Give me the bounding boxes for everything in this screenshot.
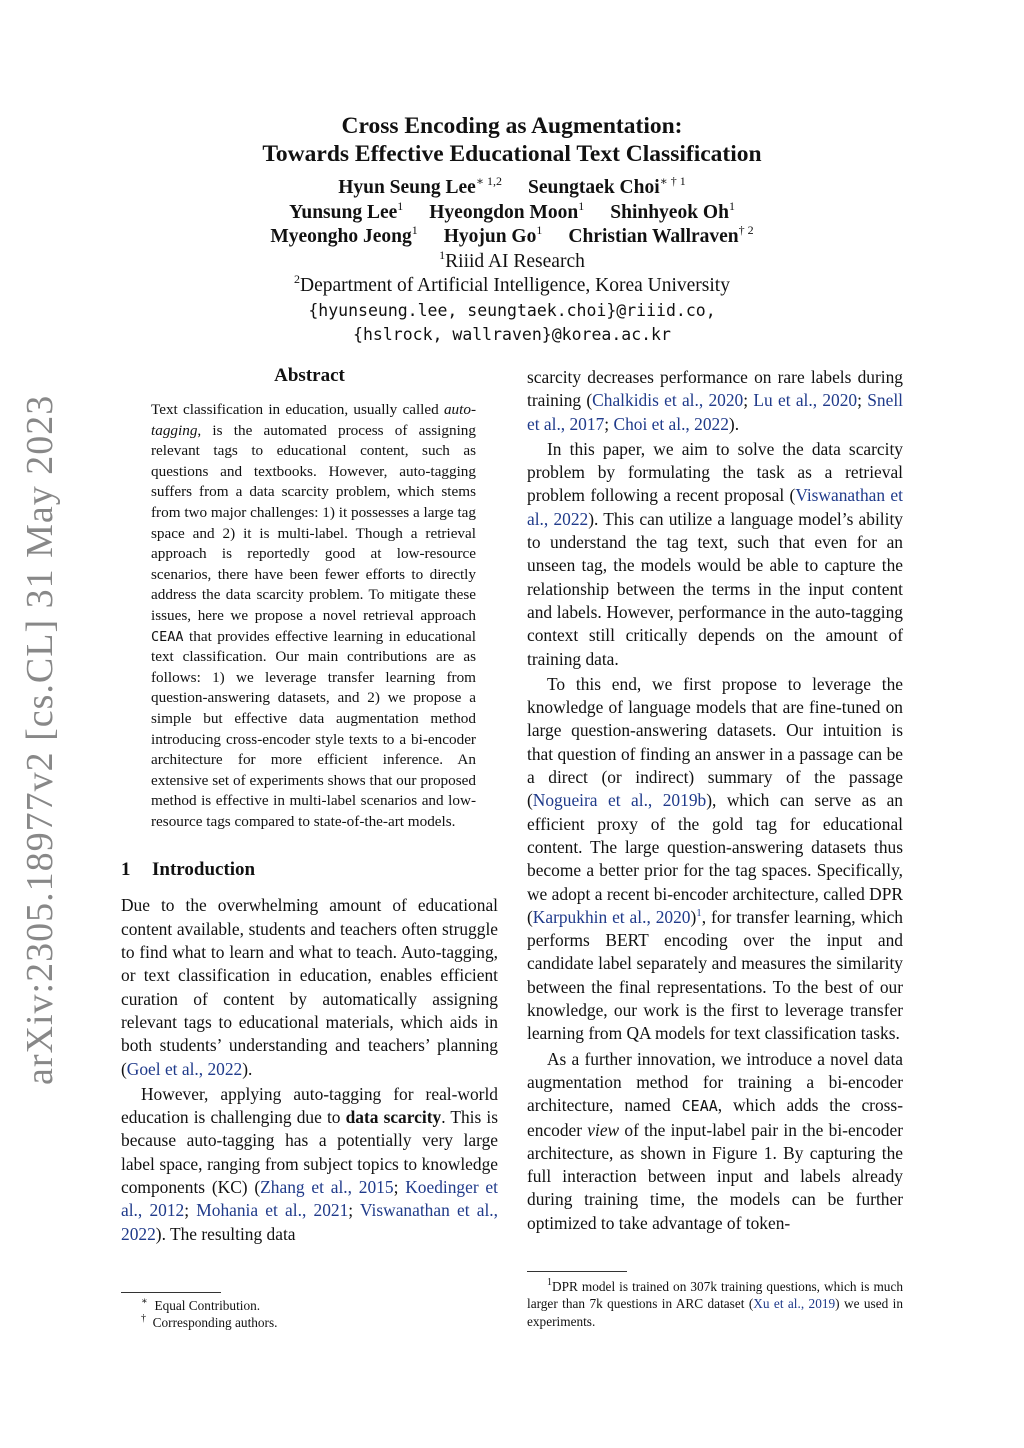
citation-link[interactable]: Xu et al., 2019 xyxy=(753,1296,836,1312)
author-name: Christian Wallraven xyxy=(568,226,739,247)
paper-header xyxy=(0,112,1024,347)
footnote: $^1$DPR model is trained on 307k training questions, which is much larger than 7k questions in ARC dataset (Xu et al., 2019) we used in experiments. xyxy=(527,1277,903,1329)
footnote: † Corresponding authors. xyxy=(141,1313,278,1331)
footnote: ∗ Equal Contribution. xyxy=(141,1296,261,1313)
citation-link[interactable]: Viswanathan et al., 2022 xyxy=(121,1200,498,1244)
intro-paragraph: However, applying auto-tagging for real-world education is challenging due to data scarcity. This is because auto-tagging has a potentially very large label space, ranging from subject topics to knowledge components (KC) (Zhang et al., 2015; Koedinger et al., 2012; Mohania et al., 2021; Viswanathan et al., 2022). The resulting data xyxy=(121,1083,499,1244)
citation-link[interactable]: Koedinger et al., 2012 xyxy=(121,1177,498,1221)
author-name: Yunsung Lee xyxy=(289,201,398,223)
abstract-text: Text classification in education, usually called auto-tagging, is the automated process of assigning relevant tags to educational content, such as questions and textbooks. However, auto-tagging suffers from a data scarcity problem, which stems from two major challenges: 1) it possesses a large tag space and 2) it is multi-label. Though a retrieval approach is reportedly good at low-resource scenarios, there have been fewer efforts to directly address the data scarcity problem. To mitigate these issues, here we propose a novel retrieval approach CEAA that provides effective learning in educational text classification. Our main contributions are as follows: 1) we leverage transfer learning from question-answering datasets, and 2) we propose a simple but effective data augmentation method introducing cross-encoder style texts to a bi-encoder architecture for more efficient inference. An extensive set of experiments shows that our proposed method is effective in multi-label scenarios and low-resource tags compared to state-of-the-art models. xyxy=(151,401,476,830)
author-name: Hyeongdon Moon xyxy=(429,201,579,223)
email-line: {hyunseung.lee, seungtaek.choi}@riiid.co, xyxy=(308,300,716,320)
citation-link[interactable]: Viswanathan et al., 2022 xyxy=(527,485,903,529)
citation-link[interactable]: Mohania et al., 2021 xyxy=(196,1200,349,1221)
citation-link[interactable]: Nogueira et al., 2019b xyxy=(532,790,707,811)
author-name: Hyojun Go xyxy=(443,226,537,247)
footnotes-left xyxy=(121,1292,498,1332)
author-name: Hyun Seung Lee xyxy=(338,177,476,198)
affiliation: $^2$Department of Artificial Intelligence, Korea University xyxy=(294,272,730,296)
affiliation: $^1$Riiid AI Research xyxy=(439,247,585,272)
left-column xyxy=(121,364,498,1246)
footnotes-right xyxy=(527,1271,903,1330)
citation-link[interactable]: Zhang et al., 2015 xyxy=(260,1177,394,1198)
footnote-marker[interactable]: 1 xyxy=(696,906,702,919)
author-affil-mark: ∗ 1,2 xyxy=(475,174,502,188)
body-paragraph: In this paper, we aim to solve the data scarcity problem by formulating the task as a retrieval problem following a recent proposal (Viswanathan et al., 2022). This can utilize a language model’s ability to understand the tag text, such that even for an unseen tag, the models would be able to capture the relationship between the terms in the input content and labels. However, performance in the auto-tagging context still critically depends on the amount of training data. xyxy=(527,438,903,669)
intro-paragraph: Due to the overwhelming amount of educational content available, students and teachers often struggle to find what to learn and what to teach. Auto-tagging, or text classification in education, enables efficient curation of content by automatically assigning relevant tags to educational materials, which aids in both students’ understanding and teachers’ planning (Goel et al., 2022). xyxy=(121,895,498,1079)
footnote-rule xyxy=(121,1292,221,1293)
author-name: Seungtaek Choi xyxy=(527,177,660,198)
body-paragraph: As a further innovation, we introduce a novel data augmentation method for training a bi-encoder architecture, named CEAA, which adds the cross-encoder view of the input-label pair in the bi-encoder architecture, as shown in Figure 1. By capturing the full interaction between input and labels already during training time, the models can be further optimized to take advantage of token- xyxy=(527,1048,903,1233)
citation-link[interactable]: Lu et al., 2020 xyxy=(753,390,858,411)
author-affil-mark: ∗ † 1 xyxy=(659,174,686,188)
arxiv-identifier: arXiv:2305.18977v2 [cs.CL] 31 May 2023 xyxy=(19,394,61,1086)
right-column xyxy=(527,366,903,1235)
citation-link[interactable]: Chalkidis et al., 2020 xyxy=(592,390,744,411)
section-heading-introduction: 1 Introduction xyxy=(121,859,256,881)
author-name: Shinhyeok Oh xyxy=(610,201,729,223)
body-paragraph: To this end, we first propose to leverage the knowledge of language models that are fine-tuned on large question-answering datasets. Our intuition is that question of finding an answer in a passage can be a direct (or indirect) summary of the passage (Nogueira et al., 2019b), which can serve as an efficient proxy of the gold tag for educational content. The large question-answering datasets thus become a better prior for the tag spaces. Specifically, we adopt a recent bi-encoder architecture, called DPR (Karpukhin et al., 2020)$^1$, for transfer learning, which performs BERT encoding over the input and candidate label separately and measures the similarity between the final representations. To the best of our knowledge, our work is the first to leverage transfer learning from QA models for text classification tasks. xyxy=(527,673,904,1044)
citation-link[interactable]: Choi et al., 2022 xyxy=(613,413,729,434)
citation-link[interactable]: Goel et al., 2022 xyxy=(126,1058,243,1079)
citation-link[interactable]: Snell et al., 2017 xyxy=(527,390,904,434)
abstract-heading: Abstract xyxy=(274,365,345,386)
email-line: {hslrock, wallraven}@korea.ac.kr xyxy=(353,324,671,344)
author-list: Hyun Seung Lee$^{∗ 1,2}$ Seungtaek Choi$^{∗ \dagger 1}$ Yunsung Lee$^1$ Hyeongdon Moon$^1$ Shinhyeok Oh$^1$ Myeongho Jeong$^1$ Hyojun Go$^1$ Christian Wallraven$^{\dagger 2}$ xyxy=(270,174,754,247)
body-paragraph: scarcity decreases performance on rare labels during training (Chalkidis et al., 2020; Lu et al., 2020; Snell et al., 2017; Choi et al., 2022). xyxy=(527,367,904,434)
footnote-rule xyxy=(527,1271,627,1272)
citation-link[interactable]: Karpukhin et al., 2020 xyxy=(532,906,691,927)
paper-title: Cross Encoding as Augmentation: Towards Effective Educational Text Classification xyxy=(262,113,762,167)
author-name: Myeongho Jeong xyxy=(270,226,412,247)
